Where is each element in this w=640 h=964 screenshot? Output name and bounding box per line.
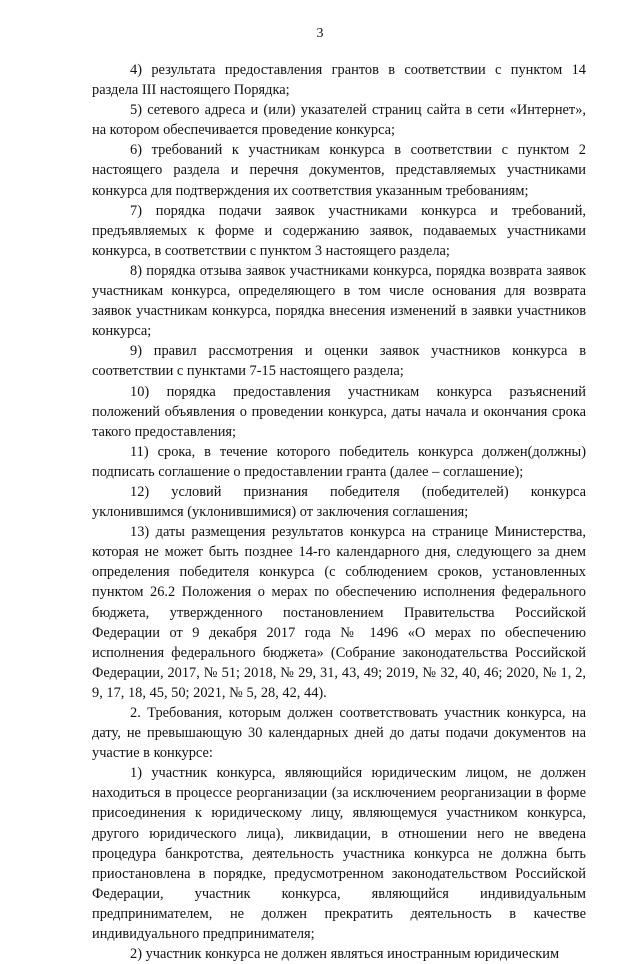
requirement-1-paragraph: 1) участник конкурса, являющийся юридическим лицом, не должен находиться в процессе реорганизации (за исключением реорганизации в форме присоединения к юридическому лицу, являющемуся участником конкурса, другого юридического лица), ликвидации, в отношении него не введена процедура банкротства, деятельность участника конкурса не должна быть приостановлена в порядке, предусмотренном законодательством Российской Федерации, участник конкурса, являющийся индивидуальным предпринимателем, не должен прекратить деятельность в качестве индивидуального предпринимателя; bbox=[92, 765, 586, 943]
item-6-paragraph: 6) требований к участникам конкурса в соответствии с пунктом 2 настоящего раздела и перечня документов, представляемых участниками конкурса для подтверждения их соответствия указанным требованиям; bbox=[92, 142, 586, 199]
requirement-2-paragraph: 2) участник конкурса не должен являться иностранным юридическим bbox=[130, 946, 560, 963]
item-4-paragraph: 4) результата предоставления грантов в соответствии с пунктом 14 раздела III настоящего Порядка; bbox=[92, 62, 586, 99]
item-5-paragraph: 5) сетевого адреса и (или) указателей страниц сайта в сети «Интернет», на котором обеспечивается проведение конкурса; bbox=[92, 102, 586, 139]
item-8-paragraph: 8) порядка отзыва заявок участниками конкурса, порядка возврата заявок участникам конкурса, определяющего в том числе основания для возврата заявок участникам конкурса, порядка внесения изменений в заявки участников конкурса; bbox=[92, 262, 586, 340]
item-13-paragraph: 13) даты размещения результатов конкурса на странице Министерства, которая не может быть позднее 14-го календарного дня, следующего за днем определения победителя конкурса (с соблюдением сроков, установленных пунктом 26.2 Положения о мерах по обеспечению исполнения федерального бюджета, утвержденного постановлением Правительства Российской Федерации от 9 декабря 2017 года № 1496 «О мерах по обеспечению исполнения федерального бюджета» (Собрание законодательства Российской Федерации, 2017, № 51; 2018, № 29, 31, 43, 49; 2019, № 32, 40, 46; 2020, № 1, 2, 9, 17, 18, 45, 50; 2021, № 5, 28, 42, 44). bbox=[92, 524, 586, 701]
page-number: 3 bbox=[316, 26, 324, 41]
item-7-paragraph: 7) порядка подачи заявок участниками конкурса и требований, предъявляемых к форме и содержанию заявок, подаваемых участниками конкурса, в соответствии с пунктом 3 настоящего раздела; bbox=[92, 202, 586, 259]
item-11-paragraph: 11) срока, в течение которого победитель конкурса должен(должны) подписать соглашение о предоставлении гранта (далее – соглашение); bbox=[92, 443, 586, 480]
section-2-paragraph: 2. Требования, которым должен соответствовать участник конкурса, на дату, не превышающую 30 календарных дней до даты подачи документов на участие в конкурсе: bbox=[92, 705, 586, 762]
document-body bbox=[92, 60, 586, 964]
item-10-paragraph: 10) порядка предоставления участникам конкурса разъяснений положений объявления о проведении конкурса, даты начала и окончания срока такого предоставления; bbox=[92, 383, 586, 440]
item-12-paragraph: 12) условий признания победителя (победителей) конкурса уклонившимся (уклонившимися) от заключения соглашения; bbox=[92, 483, 586, 521]
item-9-paragraph: 9) правил рассмотрения и оценки заявок участников конкурса в соответствии с пунктами 7-15 настоящего раздела; bbox=[92, 343, 586, 380]
